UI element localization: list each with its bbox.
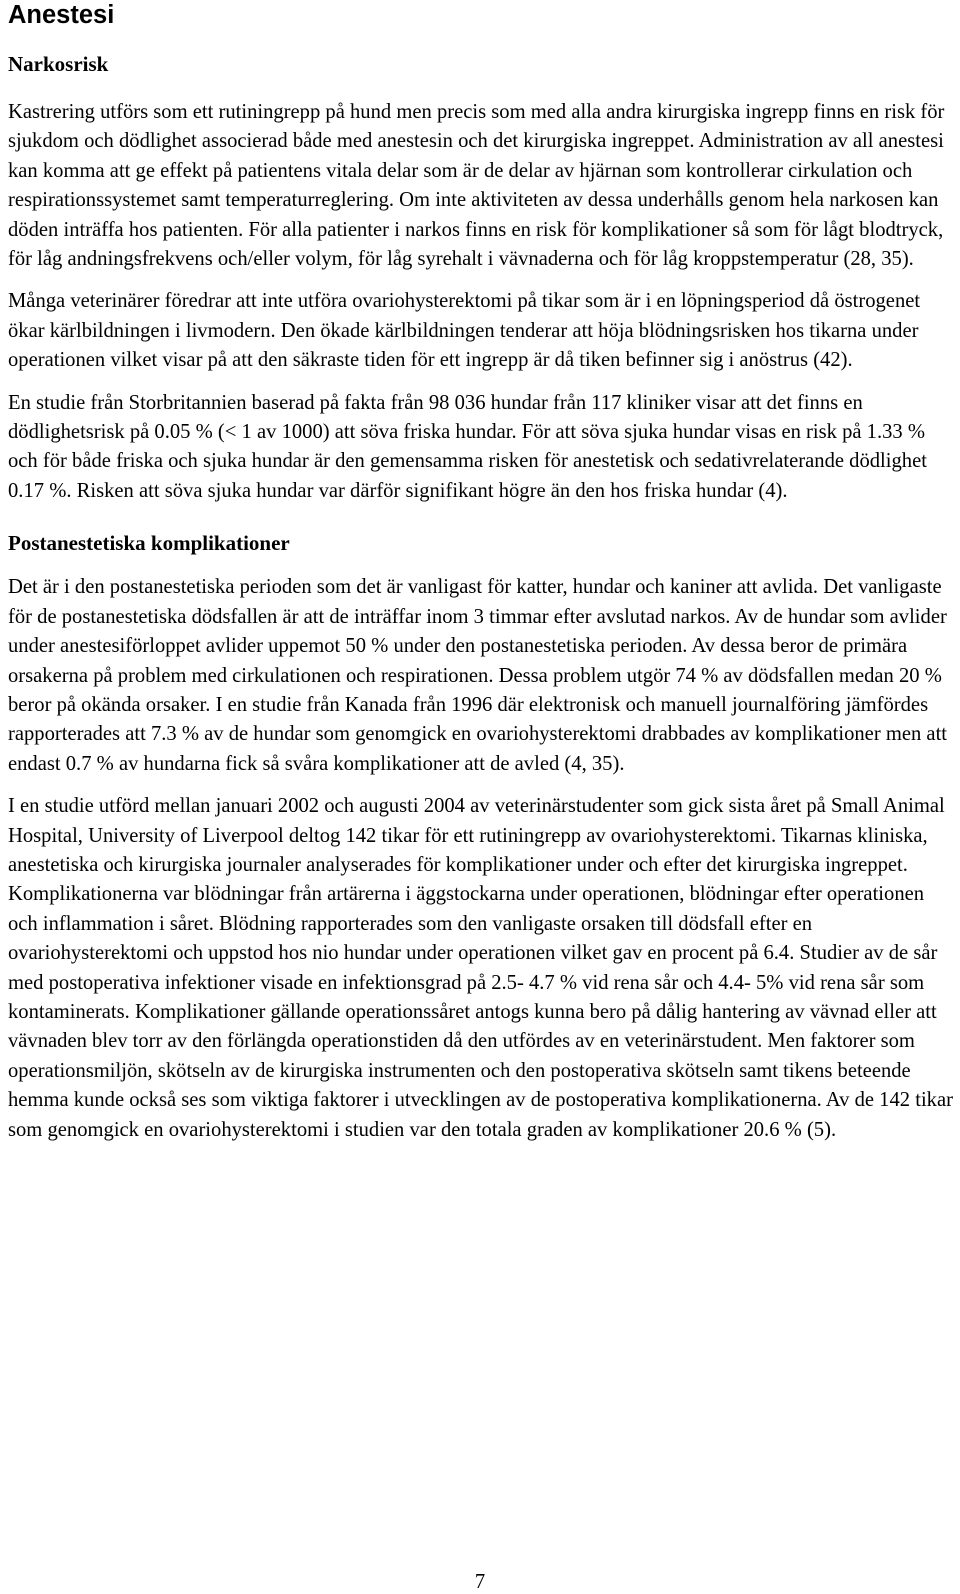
paragraph: I en studie utförd mellan januari 2002 och augusti 2004 av veterinärstudenter som gick sista året på Small Animal Hospital, University of Liverpool deltog 142 tikar för ett rutiningrepp av ovariohysterektomi. Tikarnas kliniska, anestetiska och kirurgiska journaler analyserades för komplikationer under och efter det kirurgiska ingreppet. Komplikationerna var blödningar från artärerna i äggstockarna under operationen, blödningar efter operationen och inflammation i såret. Blödning rapporterades som den vanligaste orsaken till dödsfall efter en ovariohysterektomi och uppstod hos nio hundar under operationen vilket gav en procent på 6.4. Studier av de sår med postoperativa infektioner visade en infektionsgrad på 2.5- 4.7 % vid rena sår och 4.4- 5% vid rena sår som kontaminerats. Komplikationer gällande operationssåret antogs kunna bero på dålig hantering av vävnad eller att vävnaden blev torr av den förlängda operationstiden då den utfördes av en veterinärstudent. Men faktorer som operationsmiljön, skötseln av de kirurgiska instrumenten och den postoperativa skötseln samt tikens beteende hemma kunde också ses som viktiga faktorer i utvecklingen av de postoperativa komplikationerna. Av de 142 tikar som genomgick en ovariohysterektomi i studien var den totala graden av komplikationer 20.6 % (5). [8,795,953,1141]
section-heading-narkosrisk: Narkosrisk [8,52,109,76]
page-content [8,0,953,1145]
paragraph: En studie från Storbritannien baserad på fakta från 98 036 hundar från 117 kliniker visar att det finns en dödlighetsrisk på 0.05 % (< 1 av 1000) att söva friska hundar. För att söva sjuka hundar visas en risk på 1.33 % och för både friska och sjuka hundar är den gemensamma risken för anestetisk och sedativrelaterande dödlighet 0.17 %. Risken att söva sjuka hundar var därför signifikant högre än den hos friska hundar (4). [8,391,927,502]
section-narkosrisk [8,51,953,506]
paragraph: Kastrering utförs som ett rutiningrepp på hund men precis som med alla andra kirurgiska ingrepp finns en risk för sjukdom och dödlighet associerad både med anestesin och det kirurgiska ingreppet. Administration av all anestesi kan komma att ge effekt på patientens vitala delar som är de delar av hjärnan som kontrollerar cirkulation och respirationssystemet samt temperaturreglering. Om inte aktiviteten av dessa underhålls genom hela narkosen kan döden inträffa hos patienten. För alla patienter i narkos finns en risk för komplikationer så som för lågt blodtryck, för låg andningsfrekvens och/eller volym, för låg syrehalt i vävnaderna och för låg kroppstemperatur (28, 35). [8,101,945,271]
page-number: 7 [474,1571,486,1593]
section-postanestetiska-komplikationer [8,530,953,1145]
section-heading-postanestetiska: Postanestetiska komplikationer [8,531,290,556]
page-title: Anestesi [8,1,115,29]
paragraph: Det är i den postanestetiska perioden som det är vanligast för katter, hundar och kaniner att avlida. Det vanligaste för de postanestetiska dödsfallen är att de inträffar inom 3 timmar efter avslutad narkos. Av de hundar som avlider under anestesiförloppet avlider uppemot 50 % under den postanestetiska perioden. Av dessa beror de primära orsakerna på problem med cirkulationen och respirationen. Dessa problem utgör 74 % av dödsfallen medan 20 % beror på okända orsaker. I en studie från Kanada från 1996 där elektronisk och manuell journalföring jämfördes rapporterades att 7.3 % av de hundar som genomgick en ovariohysterektomi drabbades av komplikationer men att endast 0.7 % av hundarna fick så svåra komplikationer att de avled (4, 35). [8,576,948,775]
paragraph: Många veterinärer föredrar att inte utföra ovariohysterektomi på tikar som är i en löpningsperiod då östrogenet ökar kärlbildningen i livmodern. Den ökade kärlbildningen tenderar att höja blödningsrisken hos tikarna under operationen vilket visar på att den säkraste tiden för ett ingrepp är då tiken befinner sig i anöstrus (42). [8,290,921,372]
